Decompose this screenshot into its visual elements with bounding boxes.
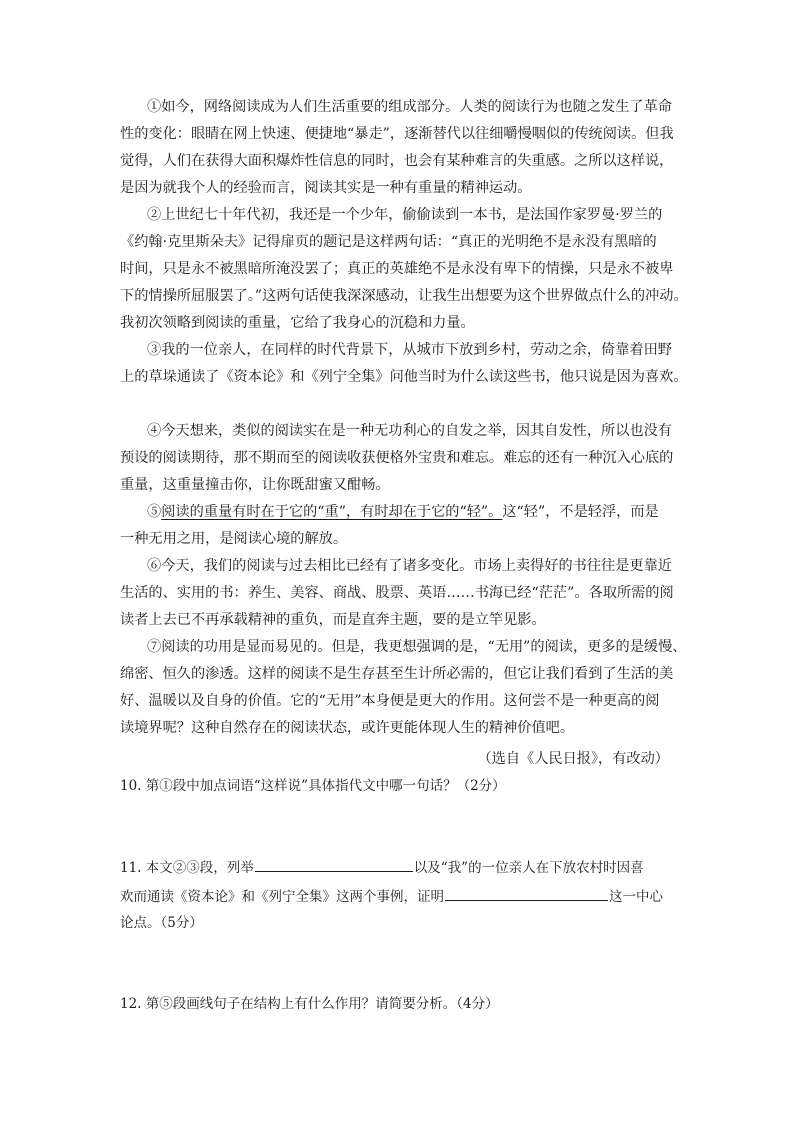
paragraph-4-line-3: 重量，这重量撞击你，让你既甜蜜又酣畅。: [120, 477, 390, 493]
paragraph-2-line-2: 《约翰·克里斯朵夫》记得扉页的题记是这样两句话：“真正的光明绝不是永没有黑暗的: [120, 234, 657, 250]
question-11-part-a: 11. 本文②③段，列举: [120, 860, 254, 876]
paragraph-1-line-2: 性的变化：眼睛在网上快速、便捷地“暴走”，逐渐替代以往细嚼慢咽似的传统阅读。但我: [120, 126, 674, 142]
paragraph-4-line-2: 预设的阅读期待，那不期而至的阅读收获便格外宝贵和难忘。难忘的还有一种沉入心底的: [120, 450, 674, 466]
paragraph-5-line-1-rest: 这“轻”，不是轻浮，而是: [502, 504, 659, 520]
paragraph-2-line-5: 我初次领略到阅读的重量，它给了我身心的沉稳和力量。: [120, 315, 475, 331]
question-11-part-c: 欢而通读《资本论》和《列宁全集》这两个事例，证明: [120, 889, 444, 905]
question-10: 10. 第①段中加点词语“这样说”具体指代文中哪一句话？（2分）: [120, 778, 506, 794]
paragraph-5-line-1: [147, 502, 680, 522]
question-11-line-1: [120, 856, 680, 878]
paragraph-7-line-3: 好、温暖以及自身的价值。它的“无用”本身便是更大的作用。这何尝不是一种更高的阅: [120, 693, 660, 709]
answer-blank-2[interactable]: [445, 885, 608, 901]
source-citation: （选自《人民日报》，有改动）: [477, 751, 669, 767]
paragraph-3-line-2: 上的草垛通读了《资本论》和《列宁全集》问他当时为什么读这些书，他只说是因为喜欢。: [120, 369, 688, 385]
paragraph-1-line-4: 是因为就我个人的经验而言，阅读其实是一种有重量的精神运动。: [120, 180, 532, 196]
paragraph-2-line-1: ②上世纪七十年代初，我还是一个少年，偷偷读到一本书，是法国作家罗曼·罗兰的: [147, 207, 663, 223]
paragraph-7-line-1: ⑦阅读的功用是显而易见的。但是，我更想强调的是，“无用”的阅读，更多的是缓慢、: [147, 639, 687, 655]
question-11-part-b: 以及“我”的一位亲人在下放农村时因喜: [413, 860, 644, 876]
paragraph-5-line-2: 一种无用之用，是阅读心境的解放。: [120, 531, 348, 547]
question-11-line-2: [120, 885, 680, 907]
question-12: 12. 第⑤段画线句子在结构上有什么作用？请简要分析。（4分）: [120, 996, 499, 1012]
paragraph-6-line-3: 读者上去已不再承载精神的重负，而是直奔主题，要的是立竿见影。: [120, 612, 546, 628]
paragraph-3-line-1: ③我的一位亲人，在同样的时代背景下，从城市下放到乡村，劳动之余，倚靠着田野: [147, 342, 672, 358]
paragraph-2-line-3: 时间，只是永不被黑暗所淹没罢了；真正的英雄绝不是永没有卑下的情操，只是永不被卑: [120, 261, 674, 277]
paragraph-4-line-1: ④今天想来，类似的阅读实在是一种无功利心的自发之举，因其自发性，所以也没有: [147, 423, 672, 439]
underlined-sentence: 阅读的重量有时在于它的“重”，有时却在于它的“轻”。: [161, 504, 503, 520]
paragraph-1-line-1: ①如今，网络阅读成为人们生活重要的组成部分。人类的阅读行为也随之发生了革命: [147, 99, 672, 115]
paragraph-1-line-3: 觉得，人们在获得大面积爆炸性信息的同时，也会有某种难言的失重感。之所以这样说，: [120, 153, 674, 169]
paragraph-6-line-2: 生活的、实用的书：养生、美容、商战、股票、英语……书海已经“茫茫”。各取所需的阅: [120, 585, 674, 601]
paragraph-6-line-1: ⑥今天，我们的阅读与过去相比已经有了诸多变化。市场上卖得好的书往往是更靠近: [147, 558, 672, 574]
paragraph-2-line-4: 下的情操所屈服罢了。”这两句话使我深深感动，让我生出想要为这个世界做点什么的冲动。: [120, 288, 688, 304]
paragraph-5-number: ⑤: [147, 504, 162, 520]
question-11-line-3: 论点。（5分）: [120, 915, 203, 931]
paragraph-7-line-2: 绵密、恒久的渗透。这样的阅读不是生存甚至生计所必需的，但它让我们看到了生活的美: [120, 666, 674, 682]
paragraph-7-line-4: 读境界呢？这种自然存在的阅读状态，或许更能体现人生的精神价值吧。: [120, 720, 575, 736]
answer-blank-1[interactable]: [255, 856, 413, 872]
question-11-part-d: 这一中心: [609, 889, 663, 905]
